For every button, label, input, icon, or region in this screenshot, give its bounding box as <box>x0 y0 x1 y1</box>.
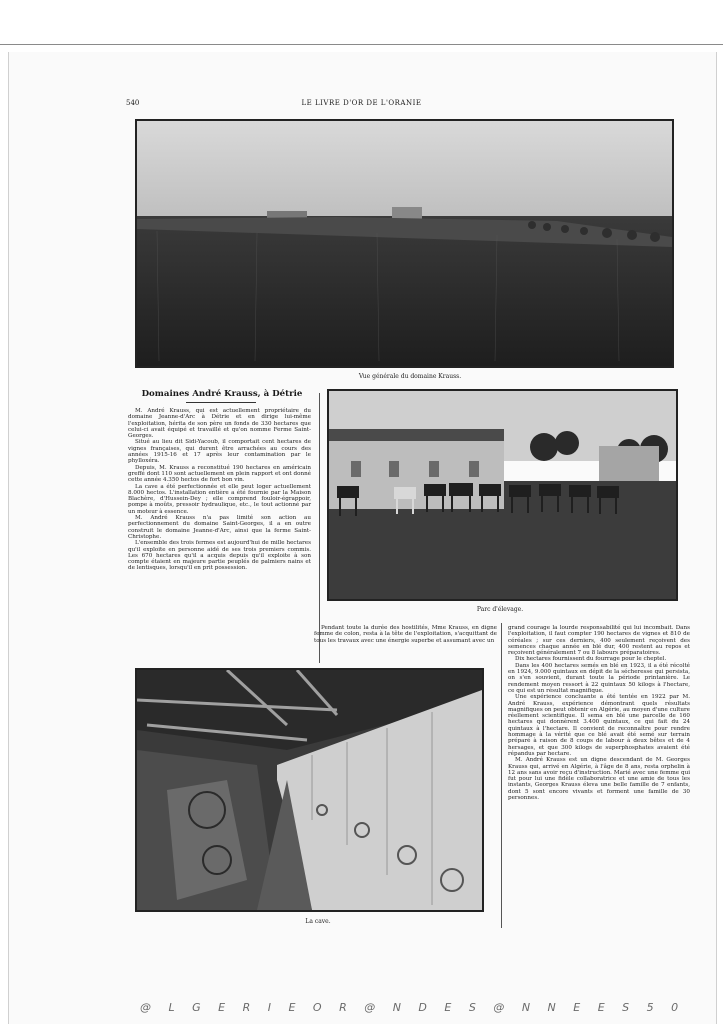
right-column-text <box>508 625 690 801</box>
paragraph: grand courage la lourde responsabilité qui lui incombait. Dans l'exploitation, il faut compter 190 hectares de vignes et 810 de céréales ; sur ces derniers, 400 seulement reçoivent des semences chaque année en blé dur, 400 restent au repos et reçoivent généralement 7 ou 8 labours préparatoires. <box>508 625 690 657</box>
photo-cellar <box>135 668 484 912</box>
paragraph: Une expérience concluante a été tentée en 1922 par M. André Krauss, expérience démontrant quels résultats magnifiques on peut obtenir en Algérie, au moyen d'une culture réellement scientifique. Il sema en blé une parcelle de 160 hectares qui donnèrent 3.400 quintaux, ce qui fait du 24 quintaux à l'hectare. Il convient de reconnaître pour rendre hommage à la vérité que ce blé avait été semé sur terrain préparé à raison de 8 coups de labour à deux bêtes et de 4 hersages, et que 300 kilogs de superphosphates avaient été répandus par hectare. <box>508 694 690 757</box>
article-title: Domaines André Krauss, à Détrie <box>141 389 303 399</box>
archive-watermark: @ L G E R I E O R @ N D E S @ N N E E S 5 0 <box>140 1001 681 1014</box>
column-divider <box>501 623 502 928</box>
paragraph: Dix hectares fournissent du fourrage pour le cheptel. <box>515 656 667 663</box>
cellar-illustration <box>137 670 482 910</box>
paragraph: M. André Krauss est un digne descendant de M. Georges Krauss qui, arrivé en Algérie, à l'âge de 8 ans, resta orphelin à 12 ans sans avoir reçu d'instruction. Marié avec une femme qui fut pour lui une fidèle collaboratrice et une amie de tous les instants, Georges Krauss éleva une belle famille de 7 enfants, dont 5 sont encore vivants et forment une famille de 30 personnes. <box>508 757 690 802</box>
scan-top-rule <box>0 44 723 45</box>
photo-breeding-park <box>327 389 678 601</box>
paragraph: M. André Krauss, qui est actuellement propriétaire du domaine Jeanne-d'Arc à Détrie et en dirige lui-même l'exploitation, hérita de son père un fonds de 330 hectares que celui-ci avait équipé et travaillé et qu'on nomme Ferme Saint-Georges. <box>128 408 311 440</box>
paragraph: Dans les 400 hectares semés en blé en 1923, il a été récolté en 1924, 9.000 quintaux en dépit de la sécheresse qui persista, on s'en souvient, durant toute la période printanière. Le rendement moyen ressort à 22 quintaux 50 kilogs à l'hectare, ce qui est un résultat magnifique. <box>508 662 690 694</box>
running-title: LE LIVRE D'OR DE L'ORANIE <box>301 99 422 107</box>
page-number: 540 <box>126 99 140 107</box>
paragraph: La cave a été perfectionnée et elle peut loger actuellement 8.000 hectos. L'installation entière a été fournie par la Maison Blachère, d'Hussein-Dey ; elle comprend fouloir-égrappoir, pompe à moûts, pressoir hydraulique, etc., le tout actionné par un moteur à essence. <box>128 483 311 515</box>
caption-cellar: La cave. <box>305 918 331 925</box>
horses-illustration <box>329 391 676 599</box>
paragraph: Pendant toute la durée des hostilités, Mme Krauss, en digne femme de colon, resta à la tête de l'exploitation, s'acquittant de tous les travaux avec une énergie superbe et assumant avec un <box>314 625 497 644</box>
paragraph: Depuis, M. Krauss a reconstitué 190 hectares en américain greffé dont 110 sont actuellement en plein rapport et ont donné cette année 4.350 hectos de fort bon vin. <box>128 464 311 484</box>
landscape-illustration <box>137 121 672 366</box>
middle-column-text <box>314 625 497 644</box>
paragraph: M. André Krauss n'a pas limité son action au perfectionnement du domaine Saint-Georges, il a en outre construit le domaine Jeanne-d'Arc, ainsi que la ferme Saint-Christophe. <box>128 515 311 540</box>
paragraph: Situé au lieu dit Sidi-Yacoub, il comportait cent hectares de vignes françaises, qui durent être arrachées au cours des années 1915-16 et 17 après leur contamination par le phylloxéra. <box>128 439 311 465</box>
title-underline <box>186 402 256 403</box>
paragraph: L'ensemble des trois fermes est aujourd'hui de mille hectares qu'il exploite en personne aidé de ses trois premiers commis. Les 670 hectares qu'il a acquis depuis qu'il exploite à son compte étaient en majeure partie peuplés de palmiers nains et de lentisques, lorsqu'il en prit possession. <box>128 540 311 572</box>
caption-general-view: Vue générale du domaine Krauss. <box>358 373 462 380</box>
left-column-text <box>128 408 311 572</box>
column-divider <box>319 393 320 663</box>
caption-breeding-park: Parc d'élevage. <box>476 606 524 613</box>
photo-general-view <box>135 119 674 368</box>
